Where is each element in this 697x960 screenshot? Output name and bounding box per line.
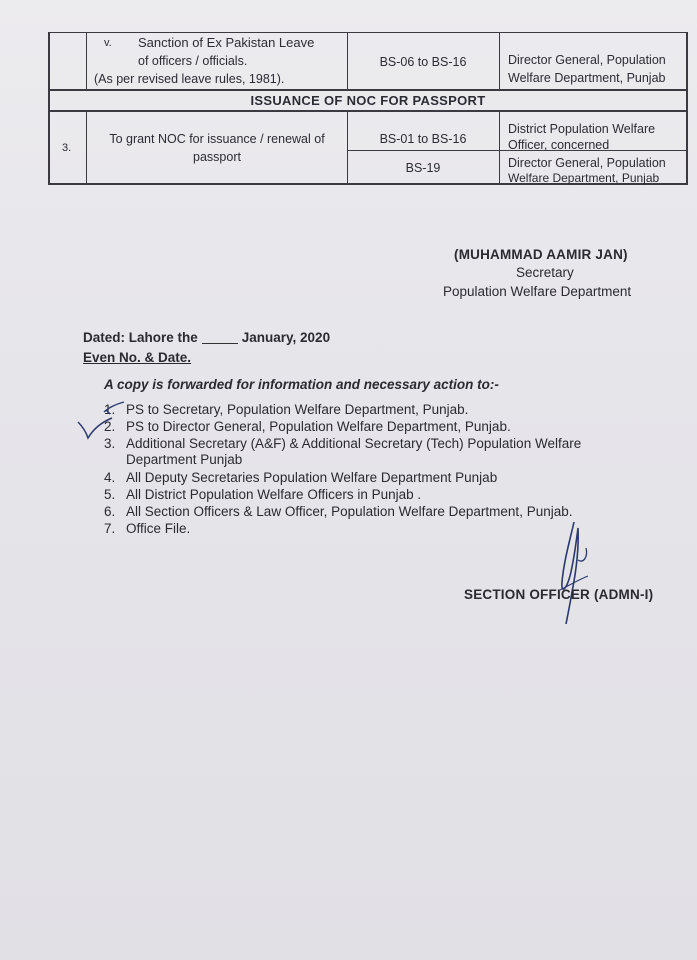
row-v-index: v. — [104, 37, 112, 49]
handwritten-tick-icon — [76, 400, 136, 442]
row-3b-authority-2: Welfare Department, Punjab — [508, 171, 660, 185]
list-item: 6. All Section Officers & Law Officer, Population Welfare Department, Punjab. — [104, 504, 573, 519]
row-v-authority-2: Welfare Department, Punjab — [508, 71, 666, 85]
dated-line — [83, 330, 330, 345]
copy-forwarded-heading: A copy is forwarded for information and necessary action to:- — [104, 377, 499, 392]
list-item: 2. PS to Director General, Population Welfare Department, Punjab. — [104, 419, 511, 434]
row-v-authority-1: Director General, Population — [508, 53, 666, 67]
list-item: 4. All Deputy Secretaries Population Welfare Department Punjab — [104, 470, 498, 485]
list-item: 7. Office File. — [104, 521, 191, 536]
section-heading: ISSUANCE OF NOC FOR PASSPORT — [250, 93, 486, 108]
date-blank — [202, 343, 238, 344]
list-item: 1. PS to Secretary, Population Welfare Department, Punjab. — [104, 402, 469, 417]
signatory-designation: Secretary — [516, 265, 574, 280]
even-no-date: Even No. & Date. — [83, 350, 192, 365]
row-3a-authority-1: District Population Welfare — [508, 122, 656, 136]
row-v-description-2: of officers / officials. — [138, 54, 248, 68]
row-3b-scale: BS-19 — [405, 161, 441, 175]
row-v-scale: BS-06 to BS-16 — [379, 55, 467, 69]
row-3b-authority-1: Director General, Population — [508, 156, 666, 170]
row-v-description-3: (As per revised leave rules, 1981). — [94, 72, 285, 86]
list-item: 3. Additional Secretary (A&F) & Additional Secretary (Tech) Population Welfare Department Punjab — [104, 436, 582, 467]
row-3-index: 3. — [62, 142, 72, 154]
row-3a-authority-2: Officer, concerned — [508, 138, 610, 152]
signatory-department: Population Welfare Department — [443, 284, 632, 299]
row-3-description-2: passport — [193, 150, 241, 164]
row-3a-scale: BS-01 to BS-16 — [379, 132, 467, 146]
delegation-table — [48, 32, 688, 184]
dated-prefix: Dated: Lahore the — [83, 330, 198, 345]
dated-suffix: January, 2020 — [241, 330, 331, 345]
list-item: 5. All District Population Welfare Officers in Punjab . — [104, 487, 422, 502]
row-v-description-1: Sanction of Ex Pakistan Leave — [138, 35, 315, 50]
row-3-description-1: To grant NOC for issuance / renewal of — [109, 132, 325, 146]
section-officer-signature: SECTION OFFICER (ADMN-I) — [464, 587, 654, 602]
signatory-name: (MUHAMMAD AAMIR JAN) — [454, 247, 628, 262]
signature-scrawl-icon — [548, 520, 598, 628]
